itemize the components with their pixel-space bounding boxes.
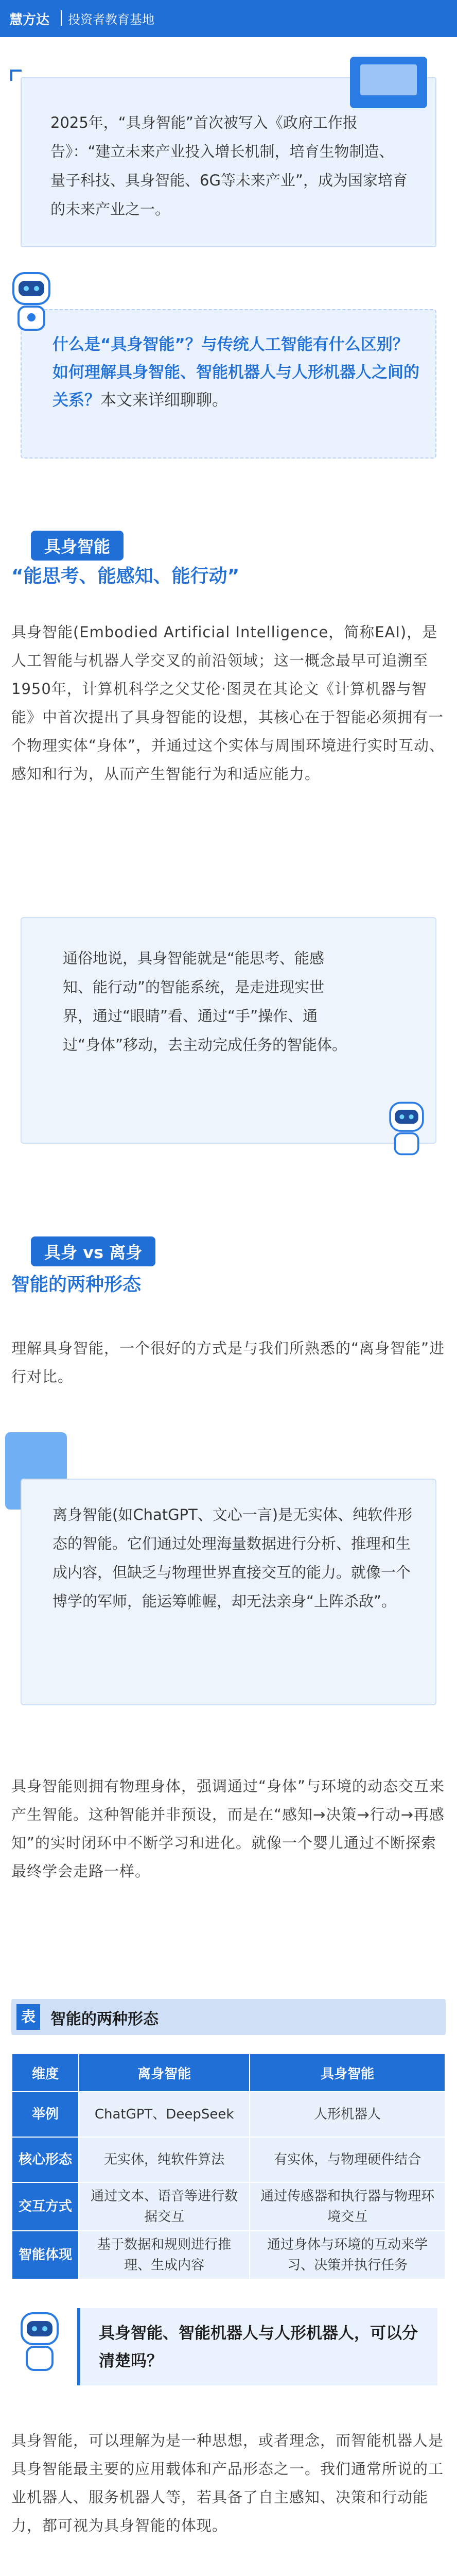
- table-header-cell: 具身智能: [250, 2054, 445, 2092]
- brand-subtitle: 投资者教育基地: [68, 12, 154, 27]
- table-cell: ChatGPT、DeepSeek: [79, 2092, 250, 2137]
- section1-para1: 具身智能(Embodied Artificial Intelligence，简称EAI)，是人工智能与机器人学交叉的前沿领域；这一概念最早可追溯至1950年，计算机科学之父艾伦·图灵在其论文《计算机器与智能》中首次提出了具身智能的设想，其核心在于智能必须拥有一个物理实体“身体”，并通过这个实体与周围环境进行实时互动、感知和行为，从而产生智能行为和适应能力。: [11, 623, 445, 783]
- section3-question-card: [77, 2308, 437, 2385]
- question-tail: 本文来详细聊聊。: [100, 391, 228, 410]
- laptop-screen: [360, 64, 417, 95]
- table-header-cell: 离身智能: [79, 2054, 250, 2092]
- table-cell: 通过传感器和执行器与物理环境交互: [250, 2182, 445, 2231]
- table-row: [12, 2137, 445, 2182]
- robot-icon: [11, 2308, 68, 2380]
- section3-para1: 具身智能，可以理解为是一种思想，或者理念，而智能机器人是具身智能最主要的应用载体和产品形态之一。我们通常所说的工业机器人、服务机器人等，若具备了自主感知、决策和行动能力，都可视为具身智能的体现。: [11, 2432, 444, 2534]
- table-cell: 通过文本、语音等进行数据交互: [79, 2182, 250, 2231]
- table-row-head: 核心形态: [12, 2137, 79, 2182]
- question-card: [21, 309, 436, 459]
- header-bar: [0, 0, 457, 37]
- table-cell: 基于数据和规则进行推理、生成内容: [79, 2231, 250, 2279]
- table-header-row: [12, 2054, 445, 2092]
- table-row: [12, 2231, 445, 2279]
- section1-subtitle: “能思考、能感知、能行动”: [11, 566, 240, 587]
- section2-callout-text: 离身智能(如ChatGPT、文心一言)是无实体、纯软件形态的智能。它们通过处理海量数据进行分析、推理和生成内容，但缺乏与物理世界直接交互的能力。就像一个博学的军师，能运筹帷幄，却无法亲身“上阵杀敌”。: [52, 1506, 413, 1610]
- table-cell: 人形机器人: [250, 2092, 445, 2137]
- comparison-table: [11, 2053, 446, 2280]
- brand-divider: [61, 10, 62, 26]
- table-header-cell: 维度: [12, 2054, 79, 2092]
- brand-logo: 慧方达: [9, 12, 50, 28]
- section1-callout: [21, 917, 436, 1144]
- table-cell: 有实体，与物理硬件结合: [250, 2137, 445, 2182]
- table-row-head: 智能体现: [12, 2231, 79, 2279]
- table-title-bar: [11, 1999, 446, 2035]
- table-row-head: 举例: [12, 2092, 79, 2137]
- section2-callout: [21, 1479, 436, 1705]
- section2-pill: 具身 vs 离身: [31, 1236, 155, 1266]
- table-title-tag: 表: [16, 2004, 40, 2030]
- table-cell: 无实体，纯软件算法: [79, 2137, 250, 2182]
- question-text: 什么是“具身智能”？与传统人工智能有什么区别？如何理解具身智能、智能机器人与人形机器人之间的关系？: [52, 335, 419, 410]
- section1-pill: 具身智能: [31, 531, 124, 561]
- table-row-head: 交互方式: [12, 2182, 79, 2231]
- intro-text: 2025年，“具身智能”首次被写入《政府工作报告》：“建立未来产业投入增长机制，培育生物制造、量子科技、具身智能、6G等未来产业”，成为国家培育的未来产业之一。: [50, 114, 408, 218]
- robot-icon: [381, 1097, 432, 1164]
- section3-question: 具身智能、智能机器人与人形机器人，可以分清楚吗？: [99, 2324, 418, 2370]
- table-title: 智能的两种形态: [50, 2010, 159, 2028]
- section1-callout-text: 通俗地说，具身智能就是“能思考、能感知、能行动”的智能系统，是走进现实世界，通过“眼睛”看、通过“手”操作、通过“身体”移动，去主动完成任务的智能体。: [63, 950, 347, 1054]
- robot-icon: [3, 268, 60, 340]
- section2-para1: 理解具身智能，一个很好的方式是与我们所熟悉的“离身智能”进行对比。: [11, 1340, 445, 1385]
- section2-para2: 具身智能则拥有物理身体，强调通过“身体”与环境的动态交互来产生智能。这种智能并非预设，而是在“感知→决策→行动→再感知”的实时闭环中不断学习和进化。就像一个婴儿通过不断探索最终学会走路一样。: [11, 1777, 445, 1880]
- table-row: [12, 2182, 445, 2231]
- intro-corner-icon: [10, 70, 22, 81]
- section2-subtitle: 智能的两种形态: [11, 1274, 142, 1295]
- table-row: [12, 2092, 445, 2137]
- table-cell: 通过身体与环境的互动来学习、决策并执行任务: [250, 2231, 445, 2279]
